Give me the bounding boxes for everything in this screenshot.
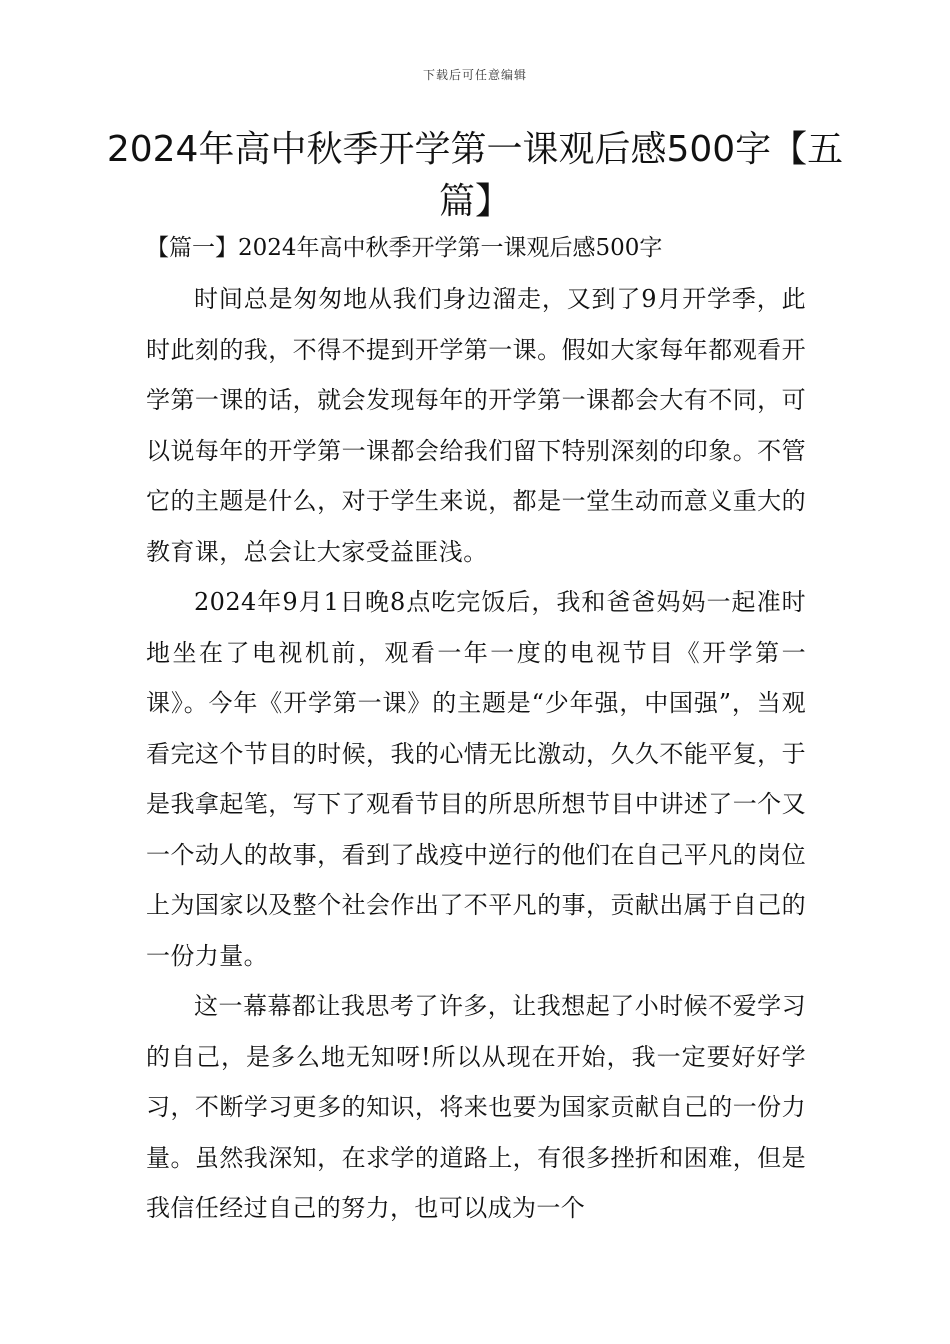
paragraph-3: 这一幕幕都让我思考了许多，让我想起了小时候不爱学习的自己，是多么地无知呀!所以从现在开始，我一定要好好学习，不断学习更多的知识，将来也要为国家贡献自己的一份力量。虽然我深知，在求学的道路上，有很多挫折和困难，但是我信任经过自己的努力，也可以成为一个 (146, 992, 806, 1222)
paragraph-1: 时间总是匆匆地从我们身边溜走，又到了9月开学季，此时此刻的我，不得不提到开学第一课。假如大家每年都观看开学第一课的话，就会发现每年的开学第一课都会大有不同，可以说每年的开学第一课都会给我们留下特别深刻的印象。不管它的主题是什么，对于学生来说，都是一堂生动而意义重大的教育课，总会让大家受益匪浅。 (146, 285, 806, 566)
paragraph-2: 2024年9月1日晚8点吃完饭后，我和爸爸妈妈一起准时地坐在了电视机前，观看一年一度的电视节目《开学第一课》。今年《开学第一课》的主题是“少年强，中国强”，当观看完这个节目的时候，我的心情无比激动，久久不能平复，于是我拿起笔，写下了观看节目的所思所想节目中讲述了一个又一个动人的故事，看到了战疫中逆行的他们在自己平凡的岗位上为国家以及整个社会作出了不平凡的事，贡献出属于自己的一份力量。 (146, 588, 806, 970)
document-title: 2024年高中秋季开学第一课观后感500字【五篇】 (106, 129, 844, 222)
document-body (146, 274, 806, 1234)
page-header-note: 下载后可任意编辑 (422, 68, 527, 82)
section-heading: 【篇一】2024年高中秋季开学第一课观后感500字 (146, 235, 663, 261)
